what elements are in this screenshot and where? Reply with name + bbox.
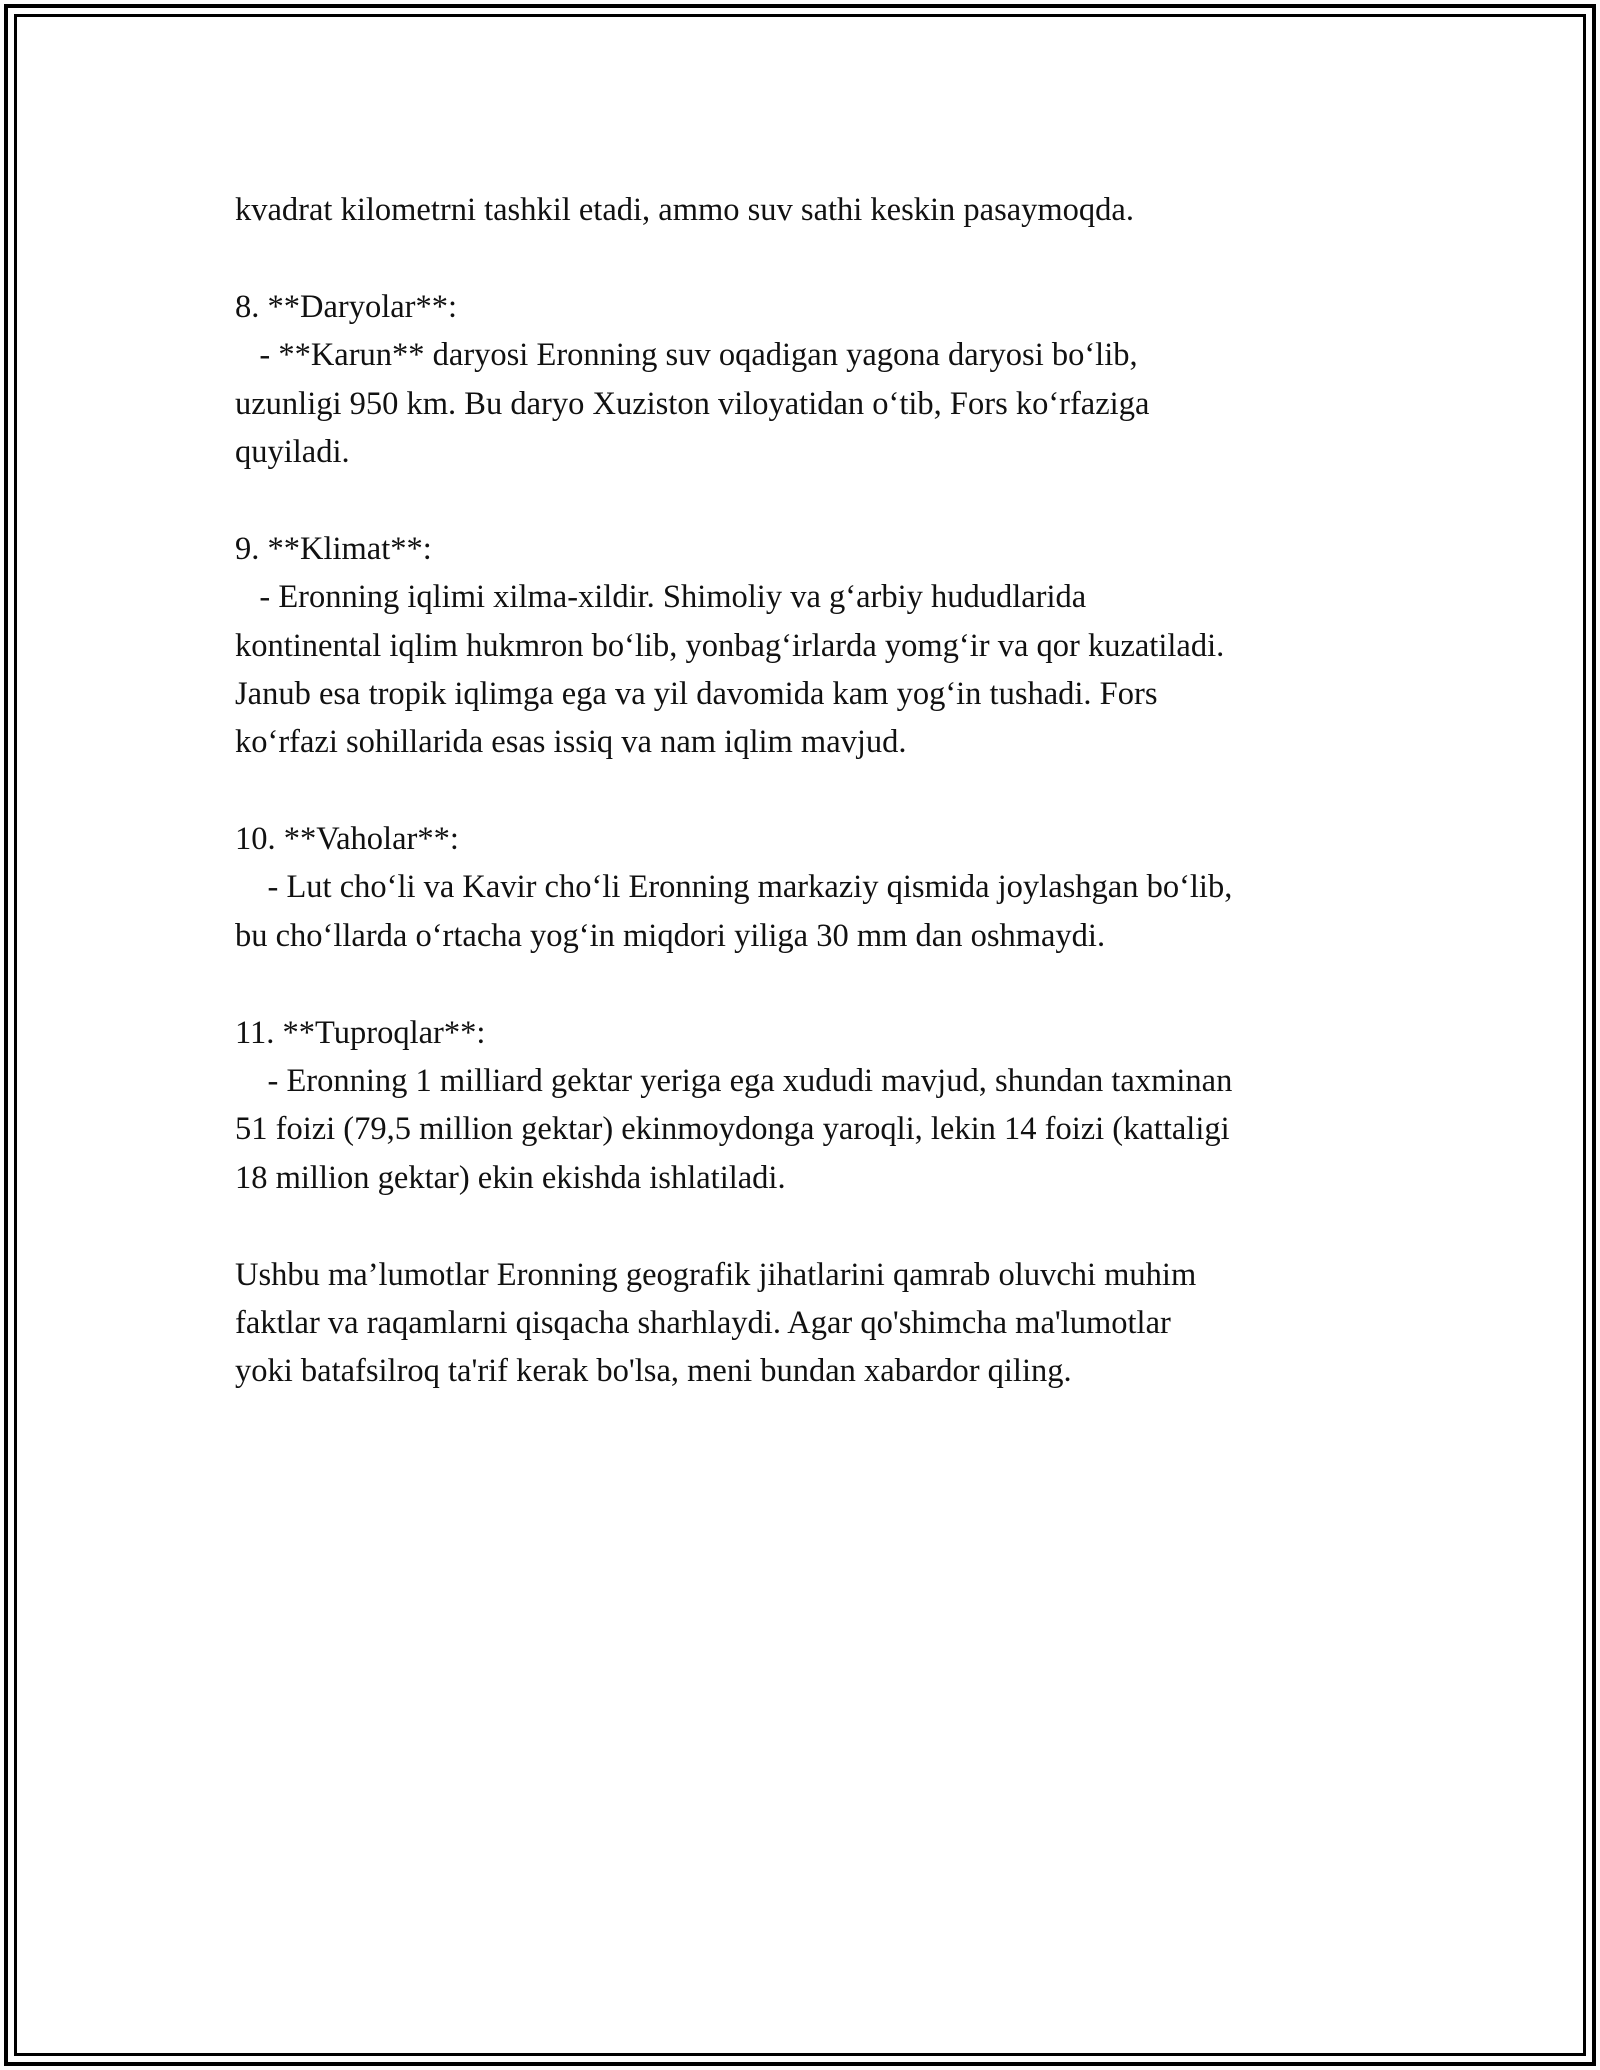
section-daryolar xyxy=(235,283,1395,477)
paragraph-line: kvadrat kilometrni tashkil etadi, ammo suv sathi keskin pasaymoqda. xyxy=(235,192,1134,228)
section-line: 18 million gektar) ekin ekishda ishlatiladi. xyxy=(235,1159,786,1196)
section-vaholar xyxy=(235,815,1395,960)
section-line: quyiladi. xyxy=(235,433,350,470)
section-tuproqlar xyxy=(235,1009,1395,1203)
section-line: bu cho‘llarda o‘rtacha yog‘in miqdori yiliga 30 mm dan oshmaydi. xyxy=(235,917,1106,954)
section-line: kontinental iqlim hukmron bo‘lib, yonbag‘irlarda yomg‘ir va qor kuzatiladi. xyxy=(235,627,1225,664)
section-heading: 11. **Tuproqlar**: xyxy=(235,1014,486,1051)
document-body xyxy=(235,186,1395,1396)
paragraph-gap xyxy=(235,234,1395,282)
conclusion-paragraph xyxy=(235,1251,1395,1396)
paragraph-gap xyxy=(235,1202,1395,1250)
paragraph-gap xyxy=(235,767,1395,815)
section-line: - Lut cho‘li va Kavir cho‘li Eronning markaziy qismida joylashgan bo‘lib, xyxy=(235,869,1233,906)
paragraph-gap xyxy=(235,476,1395,524)
section-line: Janub esa tropik iqlimga ega va yil davomida kam yog‘in tushadi. Fors xyxy=(235,675,1158,712)
section-klimat xyxy=(235,525,1395,767)
section-line: - Eronning 1 milliard gektar yeriga ega xududi mavjud, shundan taxminan xyxy=(235,1063,1233,1100)
conclusion-line: faktlar va raqamlarni qisqacha sharhlaydi. Agar qo'shimcha ma'lumotlar xyxy=(235,1304,1171,1341)
section-heading: 10. **Vaholar**: xyxy=(235,821,459,858)
section-line: ko‘rfazi sohillarida esas issiq va nam iqlim mavjud. xyxy=(235,724,907,761)
section-heading: 9. **Klimat**: xyxy=(235,530,432,567)
section-line: - **Karun** daryosi Eronning suv oqadigan yagona daryosi bo‘lib, xyxy=(235,337,1138,374)
section-heading: 8. **Daryolar**: xyxy=(235,288,458,325)
section-line: - Eronning iqlimi xilma-xildir. Shimoliy va g‘arbiy hududlarida xyxy=(235,579,1087,616)
conclusion-line: Ushbu ma’lumotlar Eronning geografik jihatlarini qamrab oluvchi muhim xyxy=(235,1256,1197,1293)
conclusion-line: yoki batafsilroq ta'rif kerak bo'lsa, meni bundan xabardor qiling. xyxy=(235,1353,1072,1390)
section-line: 51 foizi (79,5 million gektar) ekinmoydonga yaroqli, lekin 14 foizi (kattaligi xyxy=(235,1111,1230,1148)
paragraph-gap xyxy=(235,960,1395,1008)
section-line: uzunligi 950 km. Bu daryo Xuziston viloyatidan o‘tib, Fors ko‘rfaziga xyxy=(235,385,1150,422)
